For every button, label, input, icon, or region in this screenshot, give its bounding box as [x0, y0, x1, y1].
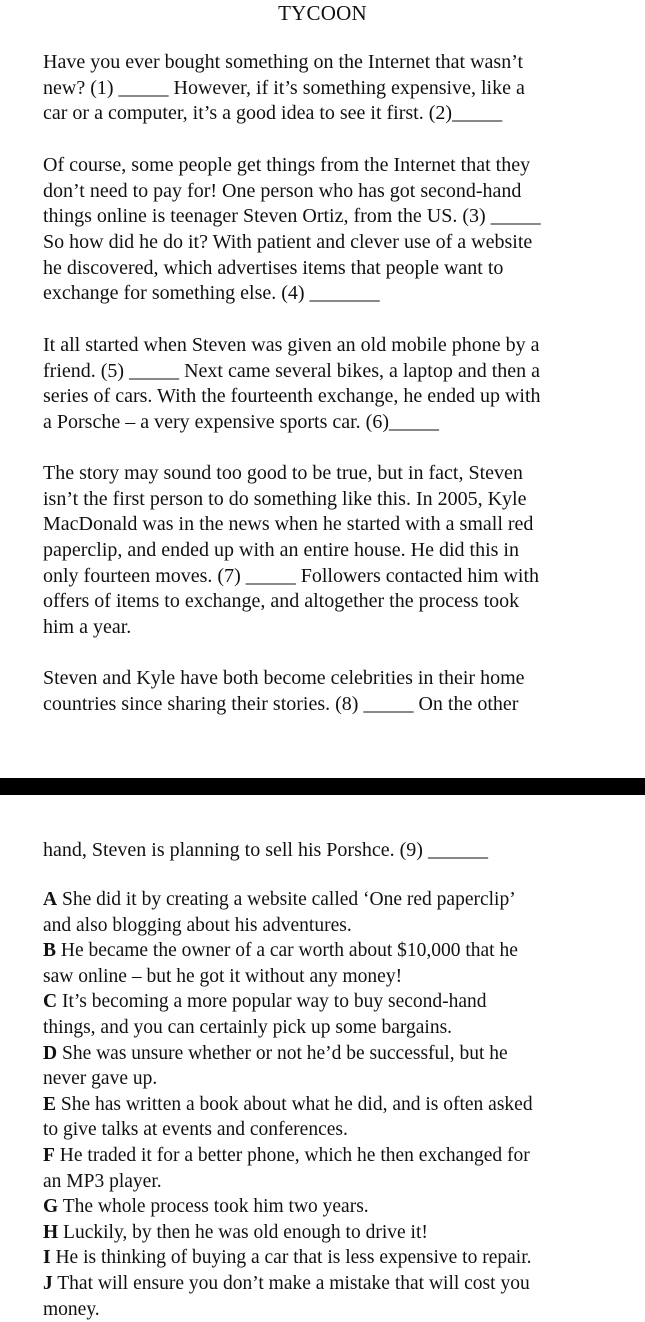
option-text: The whole process took him two years.	[58, 1196, 369, 1217]
option-text: She did it by creating a website called ‘One red paperclip’	[57, 889, 516, 910]
option-letter: I	[43, 1247, 51, 1268]
text-line: new? (1) _____ However, if it’s something expensive, like a	[43, 76, 525, 102]
option-text: things, and you can certainly pick up some bargains.	[43, 1015, 533, 1041]
option-text: It’s becoming a more popular way to buy second-hand	[57, 991, 486, 1012]
option-text: an MP3 player.	[43, 1169, 533, 1195]
option-text: money.	[43, 1297, 533, 1322]
option-letter: E	[43, 1094, 56, 1115]
text-line: exchange for something else. (4) _______	[43, 281, 541, 307]
option-letter: B	[43, 940, 56, 961]
option-text: He is thinking of buying a car that is less expensive to repair.	[51, 1247, 532, 1268]
paragraph-1	[43, 50, 525, 127]
option-e	[43, 1092, 533, 1143]
text-line: The story may sound too good to be true, but in fact, Steven	[43, 461, 539, 487]
option-letter: C	[43, 991, 57, 1012]
paragraph-5	[43, 666, 525, 717]
text-line: Have you ever bought something on the Internet that wasn’t	[43, 50, 525, 76]
option-letter: A	[43, 889, 57, 910]
text-line: a Porsche – a very expensive sports car. (6)_____	[43, 410, 541, 436]
text-line: don’t need to pay for! One person who has got second-hand	[43, 179, 541, 205]
options-list	[43, 887, 533, 1322]
option-letter: H	[43, 1222, 58, 1243]
text-line: only fourteen moves. (7) _____ Followers contacted him with	[43, 564, 539, 590]
option-j	[43, 1271, 533, 1322]
option-c	[43, 989, 533, 1040]
text-line: hand, Steven is planning to sell his Porshce. (9) ______	[43, 838, 488, 864]
option-letter: D	[43, 1043, 57, 1064]
paragraph-2	[43, 153, 541, 307]
text-line: offers of items to exchange, and altogether the process took	[43, 589, 539, 615]
text-line: things online is teenager Steven Ortiz, from the US. (3) _____	[43, 204, 541, 230]
option-letter: J	[43, 1273, 53, 1294]
text-line: paperclip, and ended up with an entire house. He did this in	[43, 538, 539, 564]
option-text: She has written a book about what he did, and is often asked	[56, 1094, 533, 1115]
option-f	[43, 1143, 533, 1194]
option-a	[43, 887, 533, 938]
text-line: countries since sharing their stories. (8) _____ On the other	[43, 692, 525, 718]
option-text: That will ensure you don’t make a mistake that will cost you	[53, 1273, 530, 1294]
paragraph-4	[43, 461, 539, 641]
option-text: saw online – but he got it without any money!	[43, 964, 533, 990]
text-line: isn’t the first person to do something like this. In 2005, Kyle	[43, 487, 539, 513]
paragraph-3	[43, 333, 541, 436]
option-g	[43, 1194, 533, 1220]
text-line: car or a computer, it’s a good idea to see it first. (2)_____	[43, 101, 525, 127]
text-line: Of course, some people get things from the Internet that they	[43, 153, 541, 179]
option-letter: G	[43, 1196, 58, 1217]
text-line: friend. (5) _____ Next came several bikes, a laptop and then a	[43, 359, 541, 385]
option-d	[43, 1041, 533, 1092]
paragraph-6	[43, 838, 488, 864]
option-text: He traded it for a better phone, which he then exchanged for	[55, 1145, 530, 1166]
text-line: Steven and Kyle have both become celebrities in their home	[43, 666, 525, 692]
text-line: him a year.	[43, 615, 539, 641]
option-text: She was unsure whether or not he’d be successful, but he	[57, 1043, 508, 1064]
option-text: never gave up.	[43, 1066, 533, 1092]
option-text: Luckily, by then he was old enough to drive it!	[58, 1222, 428, 1243]
option-text: He became the owner of a car worth about $10,000 that he	[56, 940, 518, 961]
option-text: to give talks at events and conferences.	[43, 1117, 533, 1143]
option-text: and also blogging about his adventures.	[43, 913, 533, 939]
option-h	[43, 1220, 533, 1246]
option-i	[43, 1245, 533, 1271]
option-letter: F	[43, 1145, 55, 1166]
document-title: TYCOON	[0, 0, 645, 26]
text-line: he discovered, which advertises items that people want to	[43, 256, 541, 282]
page-divider-bar	[0, 778, 645, 795]
option-b	[43, 938, 533, 989]
text-line: It all started when Steven was given an old mobile phone by a	[43, 333, 541, 359]
text-line: MacDonald was in the news when he started with a small red	[43, 512, 539, 538]
text-line: So how did he do it? With patient and clever use of a website	[43, 230, 541, 256]
text-line: series of cars. With the fourteenth exchange, he ended up with	[43, 384, 541, 410]
